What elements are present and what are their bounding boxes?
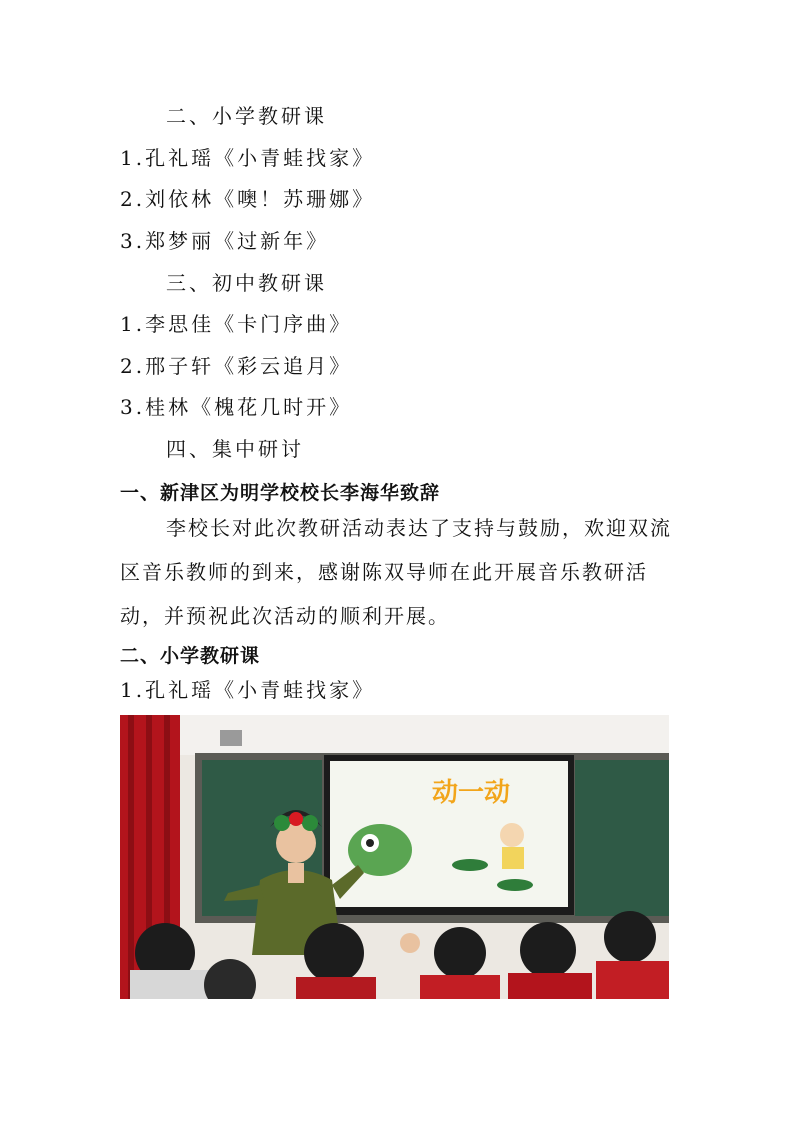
agenda-section-discussion: 四、集中研讨	[166, 437, 304, 461]
screen-caption: 动一动	[432, 778, 511, 808]
section-heading-primary-lessons: 二、小学教研课	[120, 645, 261, 667]
agenda-section-middle: 三、初中教研课	[166, 271, 327, 295]
agenda-middle-item-2: 2.邢子轩《彩云追月》	[120, 354, 353, 378]
agenda-primary-item-3: 3.郑梦丽《过新年》	[120, 229, 330, 253]
agenda-primary-item-2: 2.刘依林《噢！苏珊娜》	[120, 187, 376, 211]
section-heading-principal-speech: 一、新津区为明学校校长李海华致辞	[120, 482, 441, 504]
agenda-primary-item-1: 1.孔礼瑶《小青蛙找家》	[120, 146, 376, 170]
paragraph-text: 李校长对此次教研活动表达了支持与鼓励，欢迎双流区音乐教师的到来，感谢陈双导师在此开展音乐教研活动，并预祝此次活动的顺利开展。	[120, 516, 672, 628]
agenda-middle-item-3: 3.桂林《槐花几时开》	[120, 395, 353, 419]
agenda-middle-item-1: 1.李思佳《卡门序曲》	[120, 312, 353, 336]
paragraph-principal-speech	[120, 506, 676, 638]
agenda-section-primary: 二、小学教研课	[166, 104, 327, 128]
classroom-photo	[120, 715, 669, 999]
lesson-title: 1.孔礼瑶《小青蛙找家》	[120, 678, 376, 702]
